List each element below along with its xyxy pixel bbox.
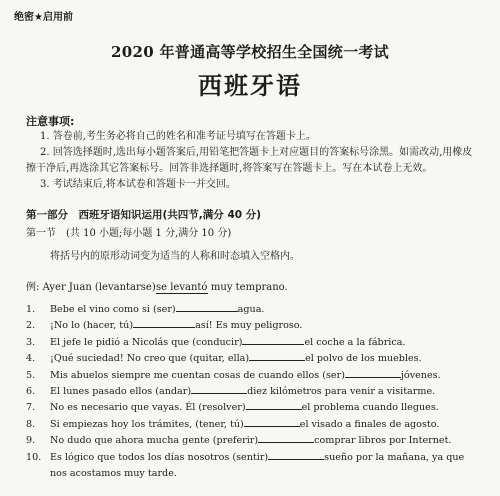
question-number: 5. <box>26 369 36 381</box>
question-number: 6. <box>26 386 36 398</box>
example <box>26 278 474 294</box>
question-5 <box>26 368 474 384</box>
example-answer: se levantó <box>156 282 208 293</box>
answer-blank[interactable] <box>249 360 305 361</box>
question-3 <box>26 335 474 351</box>
note-1: 1. 答卷前,考生务必将自己的姓名和准考证号填写在答题卡上。 <box>40 131 316 142</box>
question-text-after: sueño por la mañana, ya que nos acostamos muy tarde. <box>50 451 465 480</box>
answer-blank[interactable] <box>345 377 401 378</box>
question-text: ¡No lo (hacer, tú) <box>50 320 134 332</box>
answer-blank[interactable] <box>268 459 324 460</box>
note-3: 3. 考试结束后,将本试卷和答题卡一并交回。 <box>40 179 236 190</box>
question-text-after: jóvenes. <box>400 369 441 381</box>
answer-blank[interactable] <box>191 393 247 394</box>
question-number: 7. <box>26 402 36 414</box>
answer-blank[interactable] <box>246 409 302 410</box>
question-number: 4. <box>26 353 36 365</box>
part-title: 第一部分 西班牙语知识运用(共四节,满分 40 分) <box>26 209 262 221</box>
question-number: 1. <box>26 304 36 315</box>
question-text: El lunes pasado ellos (andar) <box>50 386 192 398</box>
answer-blank[interactable] <box>242 344 304 345</box>
question-8 <box>26 417 474 433</box>
question-2 <box>26 318 474 334</box>
question-text-after: el visado a finales de agosto. <box>299 418 440 430</box>
subject-title: 西班牙语 <box>198 71 302 100</box>
question-number: 9. <box>26 435 36 447</box>
question-text-after: el polvo de los muebles. <box>305 353 422 365</box>
question-number: 3. <box>26 336 36 348</box>
question-text-after: así! Es muy peligroso. <box>195 320 303 332</box>
question-text-after: agua. <box>237 304 265 315</box>
question-text: ¡Qué suciedad! No creo que (quitar, ella) <box>50 353 250 365</box>
question-number: 2. <box>26 320 36 332</box>
question-6 <box>26 384 474 400</box>
question-text-after: diez kilómetros para venir a visitarme. <box>247 386 436 398</box>
instruction: 将括号内的原形动词变为适当的人称和时态填入空格内。 <box>50 251 300 262</box>
question-text-after: comprar libros por Internet. <box>314 435 452 447</box>
question-number: 10. <box>26 451 42 463</box>
secret-mark: 绝密★启用前 <box>14 12 73 23</box>
question-text-after: el coche a la fábrica. <box>304 336 406 348</box>
exam-title: 2020 年普通高等学校招生全国统一考试 <box>111 43 389 61</box>
question-text: No dudo que ahora mucha gente (preferir) <box>50 435 259 447</box>
answer-blank[interactable] <box>176 311 238 312</box>
question-text: Si empiezas hoy los trámites, (tener, tú) <box>50 418 244 430</box>
question-text: Bebe el vino como si (ser) <box>50 304 176 315</box>
example-label: 例: <box>26 282 40 293</box>
answer-blank[interactable] <box>244 426 300 427</box>
example-after: muy temprano. <box>210 282 288 293</box>
section-title: 第一节 (共 10 小题;每小题 1 分,满分 10 分) <box>26 228 232 239</box>
question-4 <box>26 351 474 367</box>
question-text: Mis abuelos siempre me cuentan cosas de cuando ellos (ser) <box>50 369 345 381</box>
question-10 <box>26 450 474 483</box>
question-text-after: el problema cuando llegues. <box>301 402 439 414</box>
question-text: El jefe le pidió a Nicolás que (conducir) <box>50 336 243 348</box>
question-text: No es necesario que vayas. Él (resolver) <box>50 402 246 414</box>
answer-blank[interactable] <box>133 327 195 328</box>
question-9 <box>26 433 474 449</box>
question-1 <box>26 302 474 318</box>
question-number: 8. <box>26 418 36 430</box>
note-2: 2. 回答选择题时,选出每小题答案后,用铅笔把答题卡上对应题目的答案标号涂黑。如需改动,用橡皮擦干净后,再选涂其它答案标号。回答非选择题时,将答案写在答题卡上。写在本试卷上无效。 <box>26 147 473 174</box>
notes-heading: 注意事项: <box>26 115 75 128</box>
question-list <box>26 302 474 482</box>
question-text: Es lógico que todos los días nosotros (sentir) <box>50 451 269 463</box>
answer-blank[interactable] <box>258 442 314 443</box>
example-before: Ayer Juan (levantarse) <box>42 282 156 293</box>
question-7 <box>26 400 474 416</box>
